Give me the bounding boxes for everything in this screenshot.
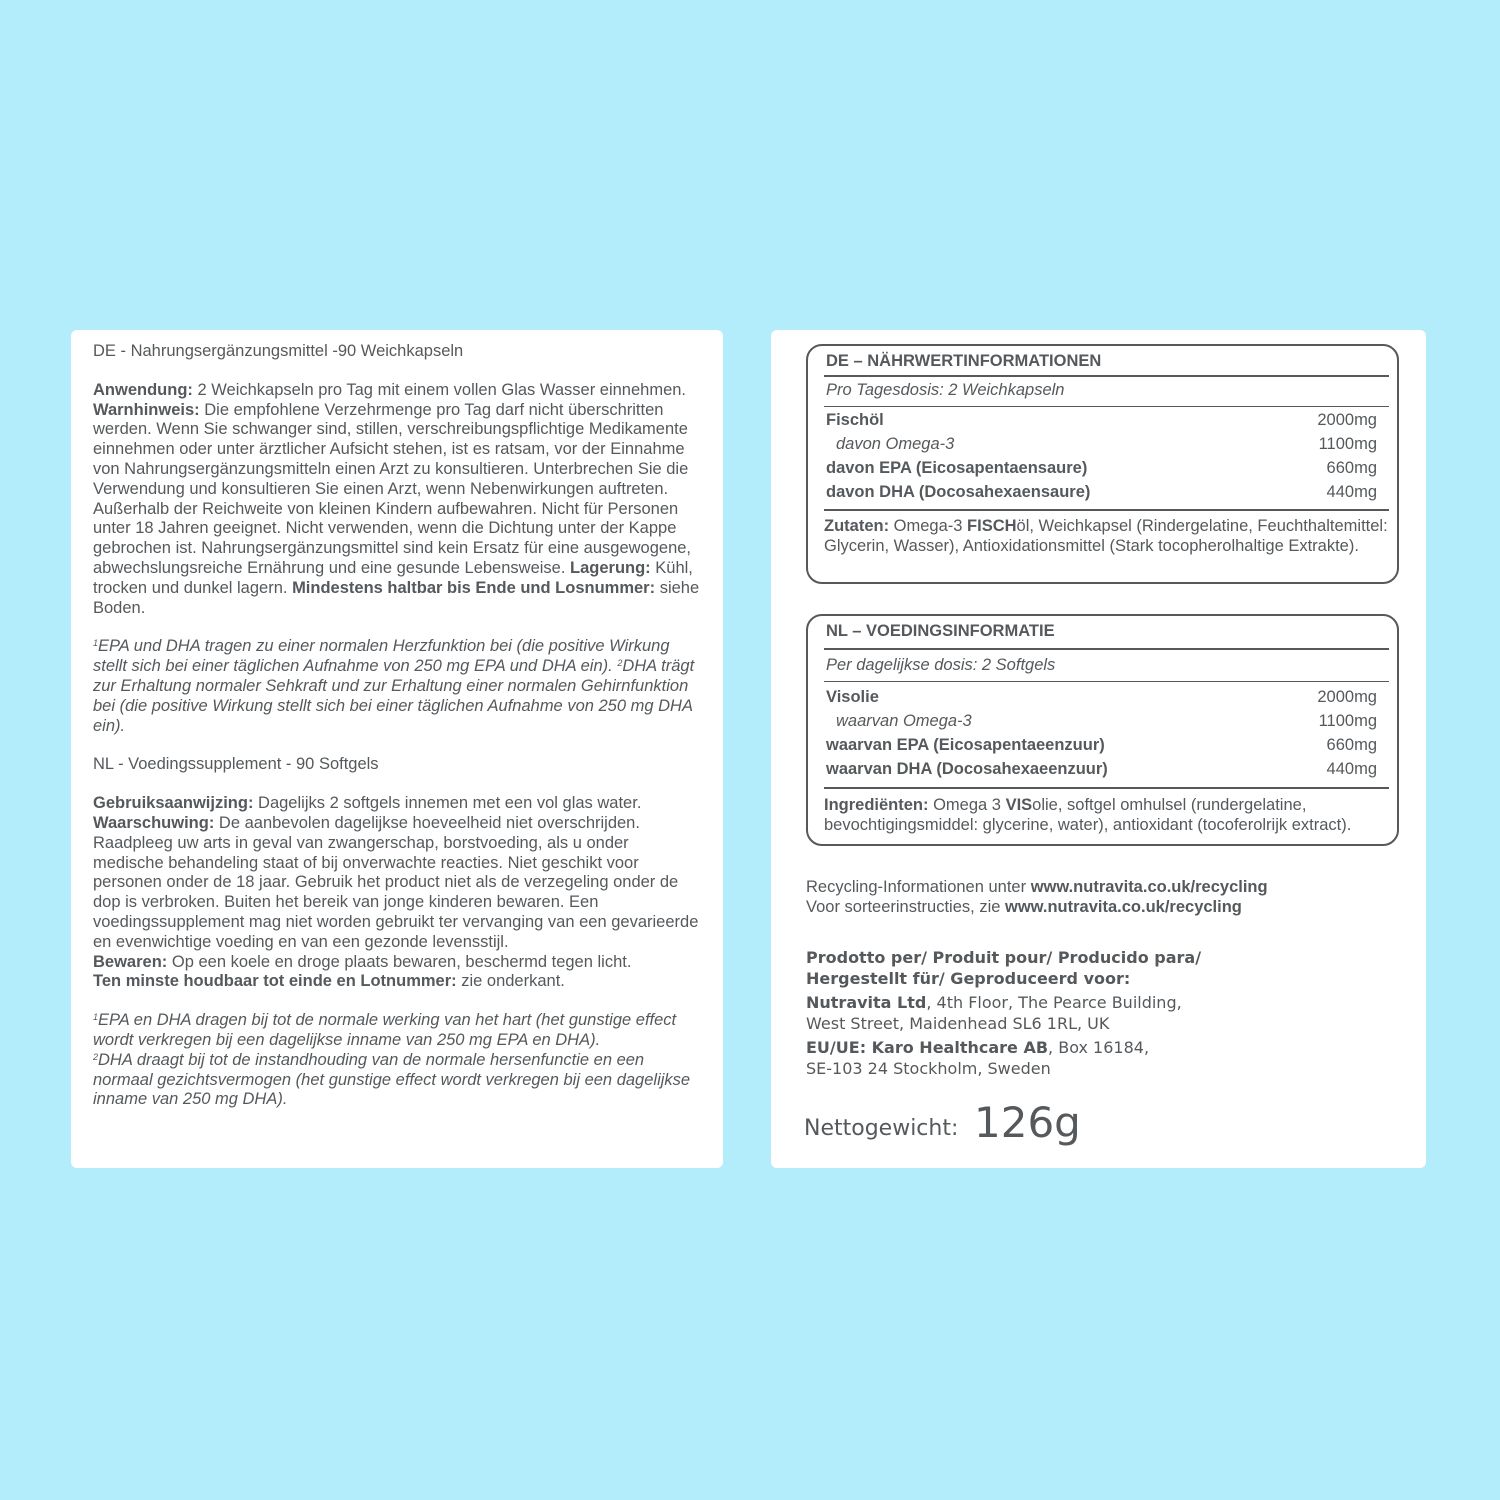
ingredients-label: Ingrediënten: xyxy=(824,796,929,814)
de-nutrition-title: DE – NÄHRWERTINFORMATIONEN xyxy=(826,352,1102,370)
nutrition-row xyxy=(826,411,1377,435)
de-health-claims xyxy=(93,637,701,736)
divider xyxy=(824,648,1389,650)
de-title: DE - Nahrungsergänzungsmittel -90 Weichkapseln xyxy=(93,342,464,360)
eu-address: SE-103 24 Stockholm, Sweden xyxy=(806,1059,1051,1078)
divider xyxy=(824,787,1389,789)
allergen: VIS xyxy=(1005,796,1033,814)
nl-storage-text: Op een koele en droge plaats bewaren, beschermd tegen licht. xyxy=(167,952,632,971)
nutrition-row xyxy=(826,760,1377,784)
nutrition-row xyxy=(826,712,1377,736)
divider xyxy=(824,509,1389,511)
nl-bestbefore-text: zie onderkant. xyxy=(456,972,565,991)
net-weight-value: 126g xyxy=(974,1098,1081,1147)
nl-usage-label: Gebruiksaanwijzing: xyxy=(93,794,254,813)
nutrition-label: waarvan EPA (Eicosapentaeenzuur) xyxy=(826,736,1105,754)
nl-bestbefore-label: Ten minste houdbaar tot einde en Lotnummer: xyxy=(93,972,457,991)
nutrition-value: 440mg xyxy=(1326,760,1377,778)
de-storage-label: Lagerung: xyxy=(570,558,651,577)
recycling-de-prefix: Recycling-Informationen unter xyxy=(806,878,1031,896)
german-dutch-instructions-panel xyxy=(71,330,723,1168)
nutrition-row xyxy=(826,435,1377,459)
nl-nutrition-title: NL – VOEDINGSINFORMATIE xyxy=(826,622,1055,640)
recycling-info xyxy=(806,877,1268,917)
nl-nutrition-table xyxy=(806,614,1399,846)
nutrition-row xyxy=(826,459,1377,483)
divider xyxy=(824,375,1389,377)
nutrition-value: 660mg xyxy=(1326,459,1377,477)
de-bestbefore-text: siehe Boden. xyxy=(93,578,700,617)
manufacturer-heading: Hergestellt für/ Geproduceerd voor: xyxy=(806,969,1131,988)
nutrition-label: waarvan Omega-3 xyxy=(836,712,972,730)
nl-note-2: DHA draagt bij tot de instandhouding van de normale hersenfunctie en een normaal gezichtsvermogen (het gunstige effect wordt verkregen bij een dagelijkse inname van 250 mg DHA). xyxy=(93,1050,691,1109)
de-storage-text: Kühl, trocken und dunkel lagern. xyxy=(93,558,693,597)
company-name: Nutravita Ltd xyxy=(806,993,927,1012)
footnote-marker: 1 xyxy=(93,638,99,649)
nutrition-value: 2000mg xyxy=(1317,688,1377,706)
recycling-url: www.nutravita.co.uk/recycling xyxy=(1030,878,1268,896)
nl-nutrition-subtitle: Per dagelijkse dosis: 2 Softgels xyxy=(826,656,1056,674)
net-weight-label: Nettogewicht: xyxy=(804,1116,959,1141)
de-ingredients xyxy=(824,516,1389,556)
nutrition-row xyxy=(826,736,1377,760)
nl-warning-label: Waarschuwing: xyxy=(93,813,215,832)
spacer xyxy=(806,1034,1201,1037)
divider xyxy=(824,406,1389,407)
footnote-marker: 2 xyxy=(617,658,623,669)
ingredients-text: Omega-3 xyxy=(889,517,968,535)
de-note-2: DHA trägt zur Erhaltung normaler Sehkraft und zur Erhaltung einer normalen Gehirnfunktion bei (die positive Wirkung stellt sich bei einer täglichen Aufnahme von 250 mg DHA ein). xyxy=(93,657,695,735)
ingredients-text: Omega 3 xyxy=(928,796,1006,814)
nutrition-info-panel xyxy=(771,330,1426,1168)
eu-representative: EU/UE: Karo Healthcare AB xyxy=(806,1038,1049,1057)
nutrition-value: 440mg xyxy=(1326,483,1377,501)
nutrition-label: Visolie xyxy=(826,688,879,706)
de-bestbefore-label: Mindestens haltbar bis Ende und Losnummer: xyxy=(292,578,656,597)
nutrition-value: 660mg xyxy=(1326,736,1377,754)
nl-storage-label: Bewaren: xyxy=(93,952,168,971)
de-nutrition-table xyxy=(806,344,1399,584)
nl-health-claims xyxy=(93,1011,701,1110)
nl-note-1: EPA en DHA dragen bij tot de normale werking van het hart (het gunstige effect wordt verkregen bij een dagelijkse inname van 250 mg EPA en DHA). xyxy=(93,1011,677,1049)
recycling-url: www.nutravita.co.uk/recycling xyxy=(1005,898,1242,916)
nutrition-row xyxy=(826,483,1377,507)
manufacturer-info xyxy=(806,947,1201,1079)
nutrition-label: davon DHA (Docosahexaensaure) xyxy=(826,483,1091,501)
footnote-marker: 1 xyxy=(93,1012,99,1023)
de-instructions xyxy=(93,381,701,619)
manufacturer-heading: Prodotto per/ Produit pour/ Producido para/ xyxy=(806,948,1202,967)
company-address: , 4th Floor, The Pearce Building, xyxy=(926,993,1182,1012)
de-nutrition-subtitle: Pro Tagesdosis: 2 Weichkapseln xyxy=(826,381,1065,399)
de-warning-text: Die empfohlene Verzehrmenge pro Tag darf nicht überschritten werden. Wenn Sie schwanger sind, stillen, verschreibungspflichtige Medikamente einnehmen oder unter ärztlicher Aufsicht stehen, ist es ratsam, vor der Einnahme von Nahrungsergänzungsmitteln einen Arzt zu konsultieren. Unterbrechen Sie die Verwendung und konsultieren Sie einen Arzt, wenn Nebenwirkungen auftreten. Außerhalb der Reichweite von kleinen Kindern aufbewahren. Nicht für Personen unter 18 Jahren geeignet. Nicht verwenden, wenn die Dichtung unter der Kappe gebrochen ist. Nahrungsergänzungsmittel sind kein Ersatz für eine ausgewogene, abwechslungsreiche Ernährung und eine gesunde Lebensweise. xyxy=(93,400,692,577)
nutrition-value: 2000mg xyxy=(1317,411,1377,429)
nl-ingredients xyxy=(824,795,1389,835)
nutrition-label: davon EPA (Eicosapentaensaure) xyxy=(826,459,1088,477)
ingredients-text: olie, softgel omhulsel (rundergelatine, bevochtigingsmiddel: glycerine, water), antioxidant (tocoferolrijk extract). xyxy=(824,796,1352,834)
divider xyxy=(824,681,1389,682)
nutrition-value: 1100mg xyxy=(1318,435,1377,453)
de-usage-label: Anwendung: xyxy=(93,380,193,399)
de-warning-label: Warnhinweis: xyxy=(93,400,200,419)
spacer xyxy=(806,989,1201,992)
nl-warning-text: De aanbevolen dagelijkse hoeveelheid niet overschrijden. Raadpleeg uw arts in geval van zwangerschap, borstvoeding, als u onder medische behandeling staat of bij onverwachte reacties. Niet geschikt voor personen onder de 18 jaar. Gebruik het product niet als de verzegeling onder de dop is verbroken. Buiten het bereik van jonge kinderen bewaren. Een voedingssupplement mag niet worden gebruikt ter vervanging van een gevarieerde en evenwichtige voeding en van een gezonde levensstijl. xyxy=(93,813,699,951)
nutrition-row xyxy=(826,688,1377,712)
allergen: FISCH xyxy=(967,517,1017,535)
nl-title: NL - Voedingssupplement - 90 Softgels xyxy=(93,755,379,774)
recycling-nl-prefix: Voor sorteerinstructies, zie xyxy=(806,898,1005,916)
nutrition-label: waarvan DHA (Docosahexaeenzuur) xyxy=(826,760,1108,778)
nutrition-label: davon Omega-3 xyxy=(836,435,955,453)
nutrition-label: Fischöl xyxy=(826,411,884,429)
nutrition-value: 1100mg xyxy=(1318,712,1377,730)
company-address: West Street, Maidenhead SL6 1RL, UK xyxy=(806,1014,1110,1033)
de-usage-text: 2 Weichkapseln pro Tag mit einem vollen Glas Wasser einnehmen. xyxy=(192,380,687,399)
de-note-1: EPA und DHA tragen zu einer normalen Herzfunktion bei (die positive Wirkung stellt sich bei einer täglichen Aufnahme von 250 mg EPA und DHA ein). xyxy=(93,637,670,676)
ingredients-text: öl, Weichkapsel (Rindergelatine, Feuchthaltemittel: Glycerin, Wasser), Antioxidationsmittel (Stark tocopherolhaltige Extrakte). xyxy=(824,517,1388,555)
ingredients-label: Zutaten: xyxy=(824,517,890,535)
footnote-marker: 2 xyxy=(93,1051,99,1062)
nl-instructions xyxy=(93,794,701,992)
eu-address: , Box 16184, xyxy=(1048,1038,1150,1057)
nl-usage-text: Dagelijks 2 softgels innemen met een vol glas water. xyxy=(253,794,642,813)
